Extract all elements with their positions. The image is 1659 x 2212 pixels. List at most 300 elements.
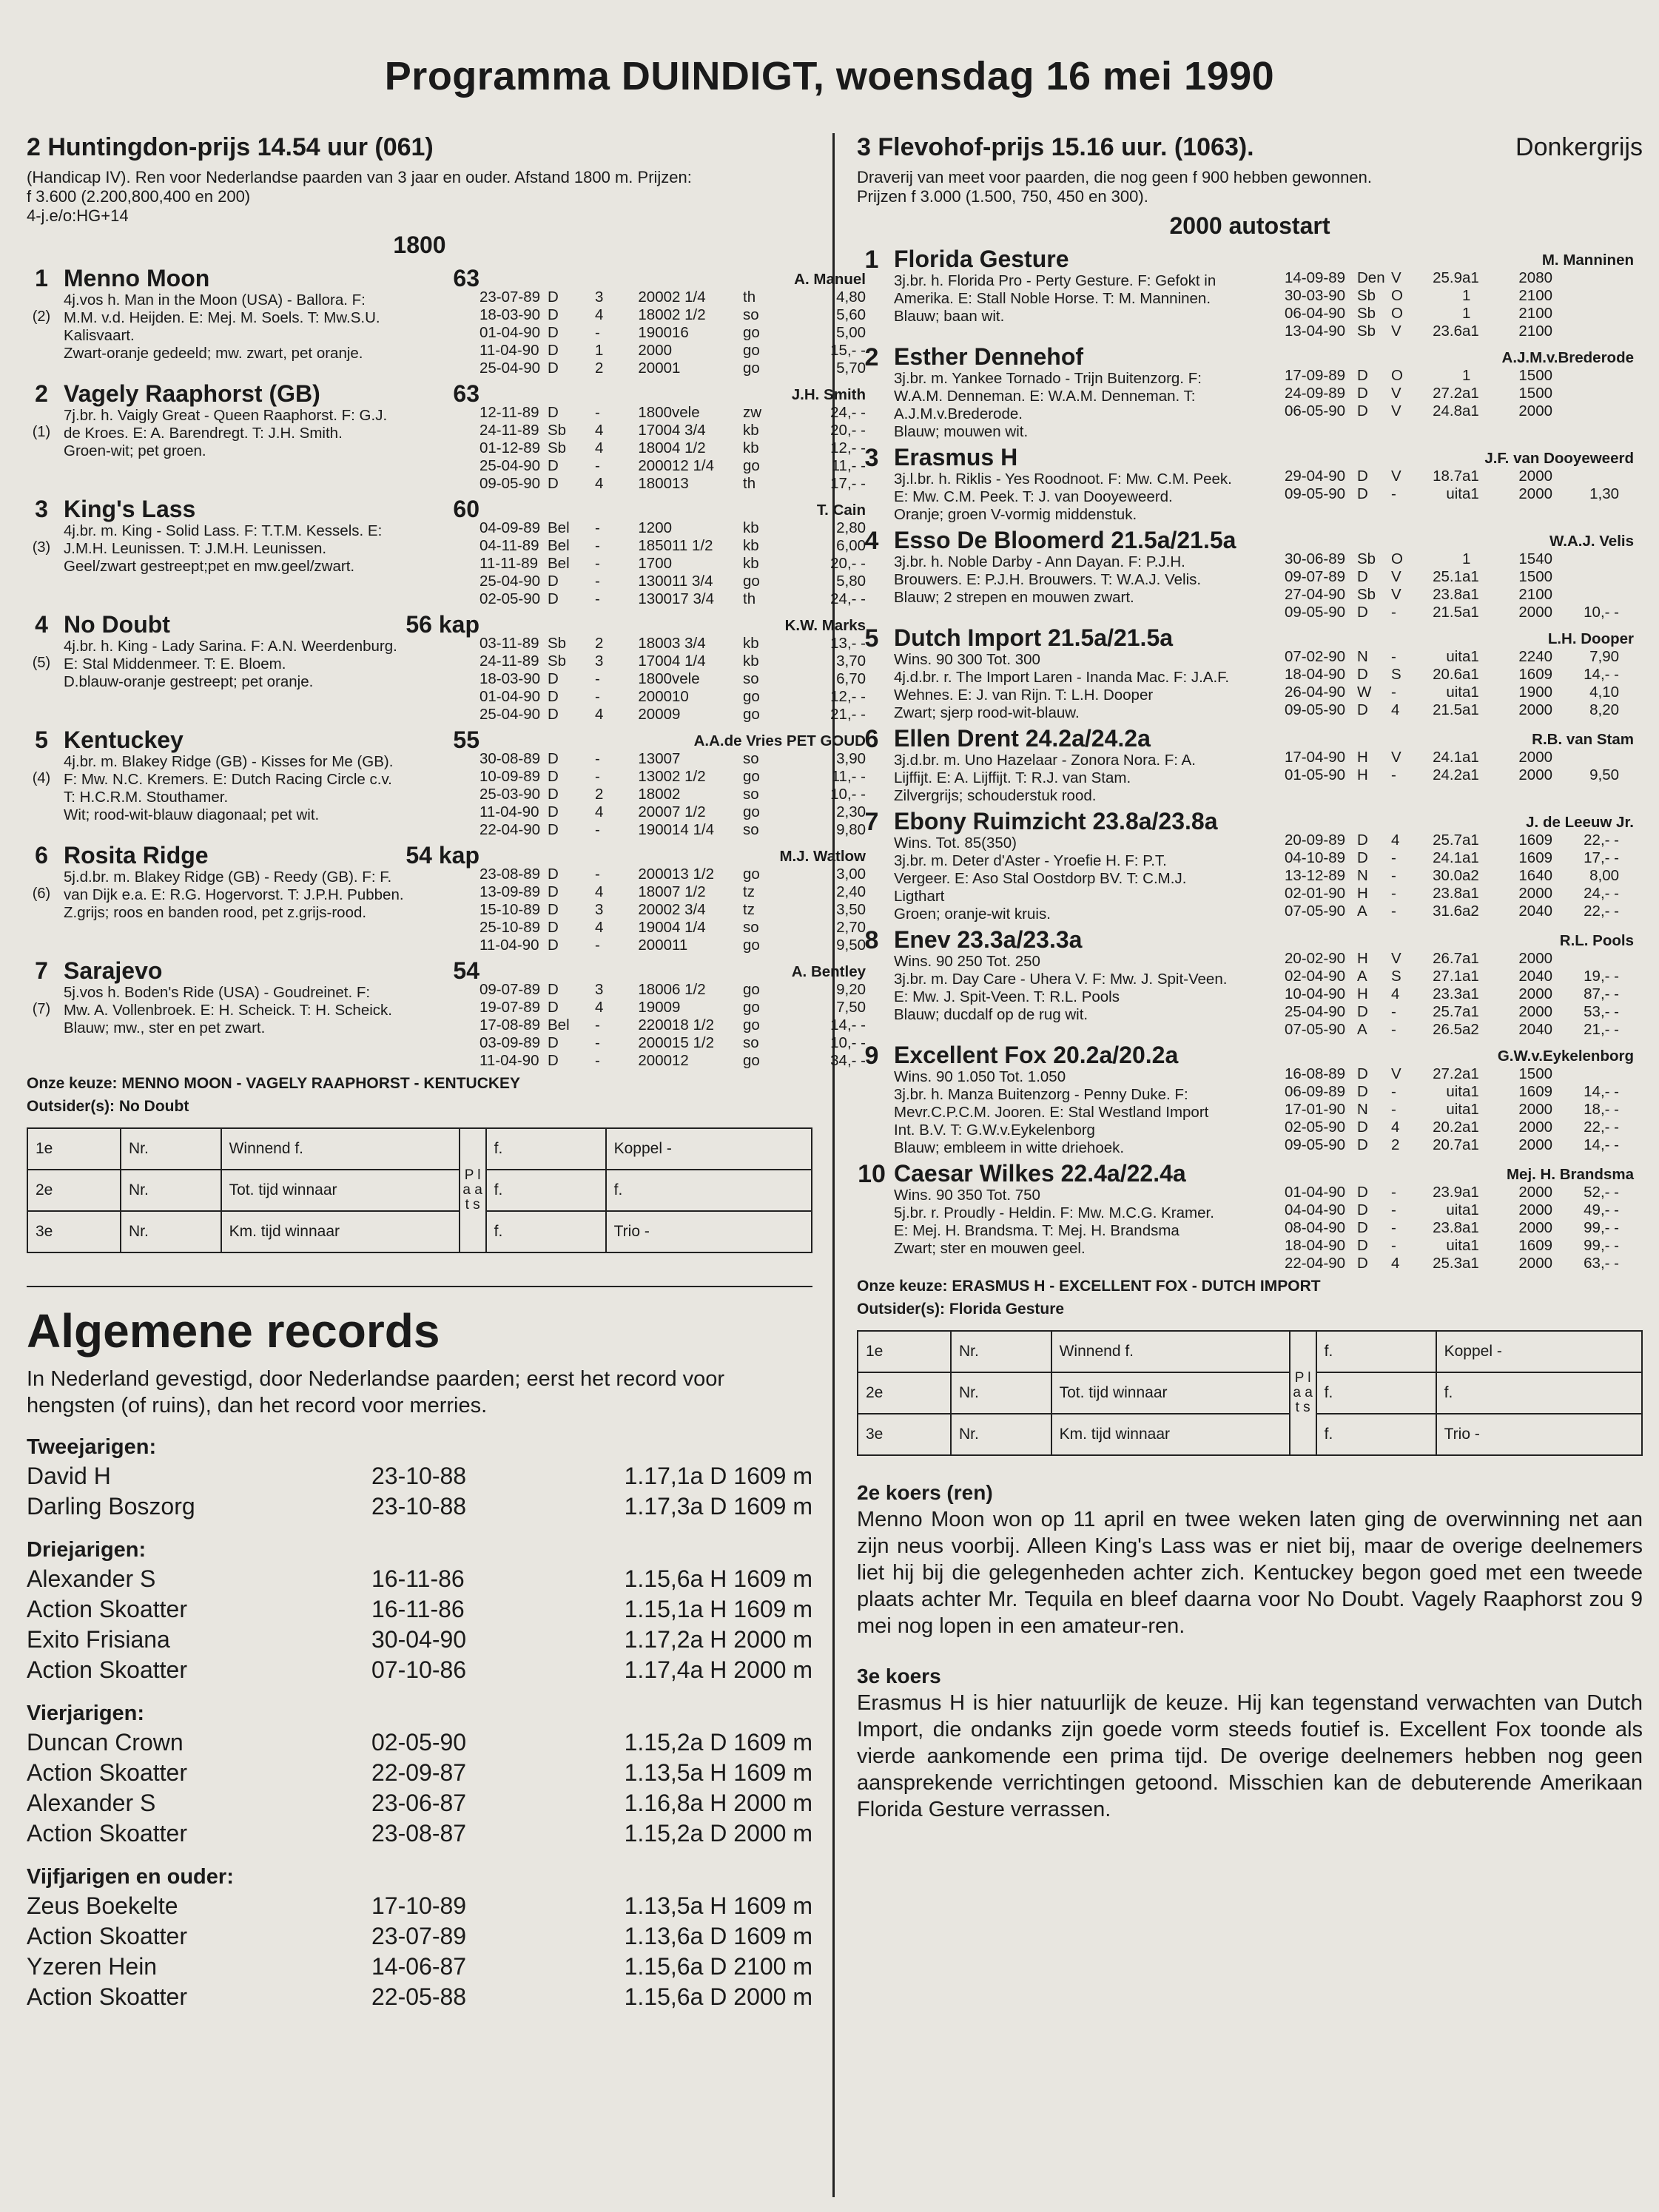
perf-cell: D xyxy=(548,937,559,954)
perf-cell: - xyxy=(595,573,600,590)
perf-cell: 12 xyxy=(672,1052,689,1069)
perf-cell: 25.1 xyxy=(1433,568,1462,585)
perf-cell: D xyxy=(548,901,559,918)
perf-cell: 13 1/2 xyxy=(672,866,714,883)
perf-cell xyxy=(1552,402,1619,420)
horse-number: 6 xyxy=(35,842,48,869)
perf-cell: D xyxy=(1357,849,1368,866)
performance-row xyxy=(479,706,866,724)
perf-cell: 2,40 xyxy=(836,883,866,900)
perf-cell xyxy=(1416,550,1462,568)
perf-cell: a1 xyxy=(1462,684,1479,701)
perf-cell: 1609 xyxy=(1518,849,1552,866)
perf-cell: 07-02-90 xyxy=(1285,648,1346,665)
perf-cell: D xyxy=(548,706,559,723)
horse-name: No Doubt xyxy=(64,611,170,638)
perf-cell: uit xyxy=(1446,648,1462,665)
perf-cell: D xyxy=(1357,485,1368,502)
performance-row xyxy=(1285,968,1643,985)
perf-spacer xyxy=(1285,252,1643,269)
perf-cell: D xyxy=(548,821,559,838)
horse-detail-line: 4j.d.br. r. The Import Laren - Inanda Mac. F: J.A.F. xyxy=(894,669,1230,686)
race3-distance: 2000 autostart xyxy=(1169,212,1330,239)
f-cell: f. xyxy=(1316,1331,1436,1372)
perf-cell: kb xyxy=(743,519,759,536)
performance-row xyxy=(479,999,866,1016)
perf-cell: D xyxy=(1357,832,1368,849)
perf-cell: V xyxy=(1391,1065,1401,1082)
horse-number-col xyxy=(857,1042,886,1157)
perf-cell: 7,50 xyxy=(836,999,866,1016)
perf-cell: D xyxy=(548,688,559,705)
perf-cell: 04-09-89 xyxy=(479,519,541,536)
perf-cell: a1 xyxy=(1462,323,1479,340)
perf-cell: 2 3/4 xyxy=(672,901,706,918)
outsider-label: Outsider(s): xyxy=(27,1098,115,1115)
perf-cell: 20.6 xyxy=(1433,666,1462,683)
performance-row xyxy=(1285,684,1643,701)
performance-block xyxy=(1285,444,1643,524)
post-position: (7) xyxy=(32,1001,51,1017)
performance-row xyxy=(1285,402,1643,420)
performance-row xyxy=(479,786,866,803)
perf-cell: 2000 xyxy=(638,1034,672,1051)
performance-block xyxy=(1285,725,1643,805)
outsider-value: Florida Gesture xyxy=(949,1301,1065,1318)
perf-cell: a1 xyxy=(1462,648,1479,665)
result-table xyxy=(857,1330,1643,1456)
perf-cell: - xyxy=(1391,604,1396,621)
perf-cell: go xyxy=(743,457,760,474)
perf-cell: 1800 xyxy=(638,670,672,687)
perf-cell: so xyxy=(743,919,759,936)
perf-cell: a1 xyxy=(1462,885,1479,902)
perf-cell: 20,- - xyxy=(830,422,866,439)
performance-block xyxy=(1285,624,1643,722)
perf-cell xyxy=(1552,950,1619,968)
perf-cell: 27.2 xyxy=(1433,1065,1462,1082)
result-row xyxy=(858,1414,1642,1455)
perf-cell: 09-05-90 xyxy=(1285,485,1346,502)
perf-cell: a1 xyxy=(1462,385,1479,402)
perf-cell: 18,- - xyxy=(1584,1101,1619,1118)
performance-row xyxy=(1285,849,1643,867)
f-cell: f. xyxy=(486,1211,606,1252)
race3-keuze xyxy=(857,1277,1643,1295)
records-list xyxy=(27,1435,812,2012)
performance-row xyxy=(1285,385,1643,402)
f-cell: f. xyxy=(1316,1414,1436,1455)
post-position: (4) xyxy=(32,770,51,786)
perf-cell: 1800 xyxy=(638,439,672,456)
perf-cell: zw xyxy=(743,404,762,421)
record-row xyxy=(27,1727,812,1758)
horse-number: 4 xyxy=(35,611,48,638)
perf-cell xyxy=(1552,287,1619,305)
performance-row xyxy=(479,901,866,919)
record-cell: 1.17,1a D 1609 m xyxy=(624,1463,812,1489)
place-cell: 2e xyxy=(27,1170,121,1211)
perf-cell: go xyxy=(743,342,760,359)
horse-weight: 55 xyxy=(453,726,479,753)
perf-cell: 4 xyxy=(595,439,604,456)
perf-cell: 25.7 xyxy=(1433,832,1462,849)
race2-title: 2 Huntingdon-prijs 14.54 uur (061) xyxy=(27,133,434,161)
perf-cell: 2000 xyxy=(1518,1219,1552,1236)
perf-cell: so xyxy=(743,1034,759,1051)
perf-cell: 25-04-90 xyxy=(479,360,541,377)
perf-cell: - xyxy=(1391,1237,1396,1254)
perf-cell: - xyxy=(595,937,600,954)
perf-cell: 13-09-89 xyxy=(479,883,541,900)
perf-cell: 18 1/2 xyxy=(672,1016,714,1033)
perf-cell: a1 xyxy=(1462,950,1479,967)
perf-cell: 12-11-89 xyxy=(479,404,539,421)
perf-cell: uit xyxy=(1446,1201,1462,1218)
perf-cell: 03-11-89 xyxy=(479,635,539,652)
performance-row xyxy=(479,590,866,608)
performance-block xyxy=(1285,246,1643,340)
perf-cell: 1500 xyxy=(1518,568,1552,585)
performance-block xyxy=(1285,1042,1643,1157)
perf-cell: 04-11-89 xyxy=(479,537,539,554)
horse-number: 1 xyxy=(864,246,879,274)
record-row xyxy=(27,1788,812,1818)
horse-detail-line: E: Mej. H. Brandsma. T: Mej. H. Brandsma xyxy=(894,1222,1180,1239)
perf-cell: 2,80 xyxy=(836,519,866,536)
perf-cell: - xyxy=(595,768,600,785)
perf-cell: 99,- - xyxy=(1584,1237,1619,1254)
horse-detail-line: 3j.br. h. Noble Darby - Ann Dayan. F: P.J.H. xyxy=(894,553,1185,570)
perf-cell: 11 xyxy=(672,937,688,954)
perf-cell: Bel xyxy=(548,537,570,554)
commentary-text: Menno Moon won op 11 april en twee weken laten ging de overwinning net aan zijn neus voorbij. Alleen King's Lass was er niet bij, maar de overige deelnemers liet hij bij die gelegenheden achter zich. Kentuckey begon goed met een tweede plaats achter Mr. Tequila en bleef daarna voor No Doubt. Vagely Raaphorst zou 9 mei nog lopen in een amateur-ren. xyxy=(857,1508,1643,1638)
perf-cell: 24-11-89 xyxy=(479,653,539,670)
perf-cell: 49,- - xyxy=(1584,1201,1619,1218)
horse-number: 8 xyxy=(864,926,879,954)
perf-cell: go xyxy=(743,688,760,705)
record-cell: Darling Boszorg xyxy=(27,1493,195,1520)
perf-cell: 08-04-90 xyxy=(1285,1219,1346,1236)
perf-cell: a1 xyxy=(1462,832,1479,849)
perf-cell: a1 xyxy=(1462,402,1479,419)
perf-cell: - xyxy=(595,750,600,767)
perf-cell: 25-03-90 xyxy=(479,786,541,803)
performance-row xyxy=(1285,1119,1643,1136)
performance-row xyxy=(479,750,866,768)
perf-cell: a1 xyxy=(1462,1065,1479,1082)
race2-desc-line: (Handicap IV). Ren voor Nederlandse paarden van 3 jaar en ouder. Afstand 1800 m. Prijzen: xyxy=(27,168,692,186)
perf-cell: 2,30 xyxy=(836,803,866,820)
perf-cell: 13-04-90 xyxy=(1285,323,1346,340)
perf-cell: 17,- - xyxy=(830,475,866,492)
perf-cell: 24-11-89 xyxy=(479,422,539,439)
horse-number-col xyxy=(857,246,886,340)
page-title: Programma DUINDIGT, woensdag 16 mei 1990 xyxy=(384,54,1275,98)
perf-cell: kb xyxy=(743,555,759,572)
perf-cell: 4 1/2 xyxy=(672,439,706,456)
perf-cell: - xyxy=(1391,903,1396,920)
performance-block xyxy=(479,957,866,1070)
nr-cell: Nr. xyxy=(951,1372,1051,1414)
perf-cell: kb xyxy=(743,537,759,554)
horse-number: 9 xyxy=(864,1042,879,1070)
perf-cell: 18-03-90 xyxy=(479,306,541,323)
horse-number-col xyxy=(857,527,886,621)
horse-detail-line: Oranje; groen V-vormig middenstuk. xyxy=(894,506,1137,523)
horse-number-col xyxy=(857,926,886,1039)
label-cell: Tot. tijd winnaar xyxy=(221,1170,460,1211)
performance-row xyxy=(1285,586,1643,604)
performance-row xyxy=(1285,1021,1643,1039)
jockey-name: A. Bentley xyxy=(791,963,866,980)
keuze-label: Onze keuze: xyxy=(27,1075,118,1092)
perf-cell: 1609 xyxy=(1518,1237,1552,1254)
outsider-label: Outsider(s): xyxy=(857,1301,946,1318)
perf-cell: 1 xyxy=(1462,550,1471,567)
koppel-trio-cell xyxy=(1436,1414,1642,1455)
perf-cell: a1 xyxy=(1462,766,1479,783)
perf-cell: 26-04-90 xyxy=(1285,684,1346,701)
perf-cell: 17-01-90 xyxy=(1285,1101,1346,1118)
race3-description xyxy=(857,168,1643,206)
horse-name-row xyxy=(64,842,479,869)
perf-cell: a2 xyxy=(1462,1021,1479,1038)
performance-row xyxy=(479,635,866,653)
perf-cell: V xyxy=(1391,950,1401,967)
perf-cell: D xyxy=(1357,1219,1368,1236)
perf-cell: - xyxy=(1391,1003,1396,1020)
perf-cell: 14-09-89 xyxy=(1285,269,1346,286)
perf-cell: 26.7 xyxy=(1433,950,1462,967)
horse-name-row xyxy=(64,726,479,753)
perf-cell: D xyxy=(1357,1003,1368,1020)
horse-detail-line: Zwart; sjerp rood-wit-blauw. xyxy=(894,704,1080,721)
horse-detail-line: Zwart-oranje gedeeld; mw. zwart, pet oranje. xyxy=(64,345,363,362)
perf-cell: 1540 xyxy=(1518,550,1552,567)
perf-cell: 4 xyxy=(595,422,604,439)
perf-cell: 11-04-90 xyxy=(479,342,539,359)
performance-block xyxy=(479,611,866,724)
perf-cell: 4 xyxy=(1391,832,1400,849)
perf-cell: a1 xyxy=(1462,985,1479,1002)
perf-cell: - xyxy=(595,1034,600,1051)
horse-entry xyxy=(27,380,866,493)
horse-number-col xyxy=(27,842,56,954)
perf-cell: 11 1/2 xyxy=(672,537,713,554)
perf-cell: 2000 xyxy=(1518,1119,1552,1136)
perf-cell: 2000 xyxy=(1518,485,1552,502)
perf-spacer xyxy=(1285,814,1643,832)
perf-cell: 8,20 xyxy=(1589,701,1619,718)
performance-row xyxy=(479,537,866,555)
record-cell: Action Skoatter xyxy=(27,1820,187,1847)
perf-cell: go xyxy=(743,1016,760,1033)
horse-detail-line: W.A.M. Denneman. E: W.A.M. Denneman. T: xyxy=(894,388,1196,405)
perf-cell: 1800 xyxy=(638,883,672,900)
horse-number-col xyxy=(27,611,56,724)
perf-cell: 24,- - xyxy=(1584,885,1619,902)
commentary xyxy=(857,1481,1643,1823)
race2-desc-line: f 3.600 (2.200,800,400 en 200) xyxy=(27,187,251,206)
horse-detail-line: 4j.vos h. Man in the Moon (USA) - Ballora. F: xyxy=(64,291,366,308)
perf-cell: - xyxy=(1391,885,1396,902)
perf-cell: so xyxy=(743,306,759,323)
performance-row xyxy=(1285,1003,1643,1021)
performance-row xyxy=(479,688,866,706)
record-cell: 1.15,2a D 2000 m xyxy=(624,1820,812,1847)
perf-cell: 30-06-89 xyxy=(1285,550,1346,567)
perf-cell: 3,90 xyxy=(836,750,866,767)
perf-cell: 24,- - xyxy=(830,404,866,421)
perf-cell: D xyxy=(1357,1237,1368,1254)
perf-cell: 24-09-89 xyxy=(1285,385,1346,402)
perf-cell: V xyxy=(1391,568,1401,585)
horse-detail-line: E: Mw. J. Spit-Veen. T: R.L. Pools xyxy=(894,988,1120,1005)
perf-cell: 1300 xyxy=(638,750,672,767)
perf-cell: - xyxy=(595,866,600,883)
perf-cell: 03-09-89 xyxy=(479,1034,541,1051)
perf-cell: 2100 xyxy=(1518,287,1552,304)
perf-cell: 27.2 xyxy=(1433,385,1462,402)
perf-cell: 7 1/2 xyxy=(672,883,706,900)
perf-cell: 30.0 xyxy=(1433,867,1462,884)
perf-cell xyxy=(1552,568,1619,586)
perf-cell: go xyxy=(743,1052,760,1069)
post-position: (1) xyxy=(32,424,51,440)
perf-cell: 2 xyxy=(595,635,604,652)
performance-row xyxy=(1285,885,1643,903)
label-cell: Tot. tijd winnaar xyxy=(1051,1372,1290,1414)
record-cell: 14-06-87 xyxy=(371,1953,467,1980)
f-cell: f. xyxy=(486,1170,606,1211)
perf-cell: D xyxy=(1357,568,1368,585)
horse-detail-line: M.M. v.d. Heijden. E: Mej. M. Soels. T: Mw.S.U. xyxy=(64,309,380,326)
plaats-cell: P l a a t s xyxy=(460,1128,486,1252)
perf-cell: 1900 xyxy=(638,919,672,936)
perf-cell: uit xyxy=(1446,1083,1462,1100)
perf-cell: 20,- - xyxy=(830,555,866,572)
perf-cell: vele xyxy=(672,670,700,687)
perf-cell: 4 3/4 xyxy=(672,422,706,439)
perf-cell: 1800 xyxy=(638,404,672,421)
horse-detail-line: 4j.br. m. Blakey Ridge (GB) - Kisses for Me (GB). xyxy=(64,753,394,770)
perf-cell xyxy=(1552,367,1619,385)
race2-result-table xyxy=(27,1127,812,1253)
record-cell: 23-10-88 xyxy=(371,1493,467,1520)
perf-cell: W xyxy=(1357,684,1372,701)
record-cell: Action Skoatter xyxy=(27,1759,187,1786)
perf-cell: a1 xyxy=(1462,269,1479,286)
record-row xyxy=(27,1891,812,1921)
perf-spacer xyxy=(1285,630,1643,648)
horse-number: 5 xyxy=(864,624,879,653)
perf-cell: 4,10 xyxy=(1589,684,1619,701)
perf-cell: 02-05-90 xyxy=(1285,1119,1346,1136)
performance-row xyxy=(1285,604,1643,621)
perf-cell: go xyxy=(743,360,760,377)
perf-cell: O xyxy=(1391,550,1403,567)
horse-detail-line: Lijffijt. E: A. Lijffijt. T: R.J. van Stam. xyxy=(894,769,1131,786)
perf-cell: - xyxy=(1391,648,1396,665)
driver-name: Mej. H. Brandsma xyxy=(1506,1166,1634,1183)
perf-cell: 11-11-89 xyxy=(479,555,539,572)
perf-cell: - xyxy=(595,555,600,572)
perf-cell: 1 xyxy=(1462,367,1471,384)
horse-number-col xyxy=(27,726,56,839)
performance-row xyxy=(479,883,866,901)
horse-number-col xyxy=(857,725,886,805)
perf-cell: go xyxy=(743,324,760,341)
perf-cell: 17 3/4 xyxy=(672,590,714,607)
perf-cell: D xyxy=(548,981,559,998)
perf-cell: a1 xyxy=(1462,1219,1479,1236)
perf-cell: Sb xyxy=(1357,586,1376,603)
record-cell: Alexander S xyxy=(27,1565,156,1592)
perf-cell: 16 xyxy=(672,324,689,341)
perf-cell: D xyxy=(548,306,559,323)
result-row xyxy=(27,1211,812,1252)
performance-row xyxy=(479,937,866,954)
perf-cell: 25.3 xyxy=(1433,1255,1462,1272)
performance-row xyxy=(479,981,866,999)
perf-cell: 3 xyxy=(595,653,604,670)
perf-cell: 3 3/4 xyxy=(672,635,706,652)
perf-cell: 09-05-90 xyxy=(1285,604,1346,621)
driver-name: M. Manninen xyxy=(1541,252,1634,269)
perf-cell: 01-05-90 xyxy=(1285,766,1346,783)
perf-cell: - xyxy=(1391,1021,1396,1038)
horse-number: 4 xyxy=(864,527,879,555)
perf-cell: kb xyxy=(743,422,759,439)
horse-detail-line: Wins. 90 300 Tot. 300 xyxy=(894,651,1040,668)
perf-cell: 2000 xyxy=(638,937,672,954)
perf-cell: a2 xyxy=(1462,867,1479,884)
performance-row xyxy=(1285,666,1643,684)
perf-cell: 2000 xyxy=(638,901,672,918)
horse-number-col xyxy=(857,1160,886,1272)
record-cell: 17-10-89 xyxy=(371,1892,467,1919)
perf-cell: 13 xyxy=(672,475,689,492)
horse-detail-line: Int. B.V. T: G.W.v.Eykelenborg xyxy=(894,1122,1095,1139)
record-cell: David H xyxy=(27,1463,111,1489)
perf-cell: uit xyxy=(1446,1237,1462,1254)
perf-cell: - xyxy=(595,457,600,474)
perf-cell: 2000 xyxy=(638,688,672,705)
horse-detail-line: Mevr.C.P.C.M. Jooren. E: Stal Westland Import xyxy=(894,1104,1209,1121)
jockey-name: K.W. Marks xyxy=(784,617,866,634)
result-row xyxy=(27,1170,812,1211)
race2-outsider xyxy=(27,1097,812,1116)
horse-detail-line: Ligthart xyxy=(894,888,945,905)
perf-cell: 2000 xyxy=(1518,1101,1552,1118)
horse-name: Ellen Drent 24.2a/24.2a xyxy=(894,725,1151,752)
perf-cell: 1800 xyxy=(638,635,672,652)
race3-desc-line: Prijzen f 3.000 (1.500, 750, 450 en 300). xyxy=(857,187,1148,206)
perf-cell: 17,- - xyxy=(1584,849,1619,866)
perf-cell: 3 xyxy=(595,901,604,918)
horse-weight: 63 xyxy=(453,380,479,407)
perf-cell: 17-09-89 xyxy=(1285,367,1346,384)
performance-row xyxy=(1285,1184,1643,1201)
perf-cell: th xyxy=(743,289,756,306)
perf-cell: - xyxy=(595,688,600,705)
race3-heading xyxy=(857,133,1643,162)
perf-cell: go xyxy=(743,768,760,785)
horse-info xyxy=(56,726,479,839)
horse-entry xyxy=(27,957,866,1070)
performance-row xyxy=(479,519,866,537)
